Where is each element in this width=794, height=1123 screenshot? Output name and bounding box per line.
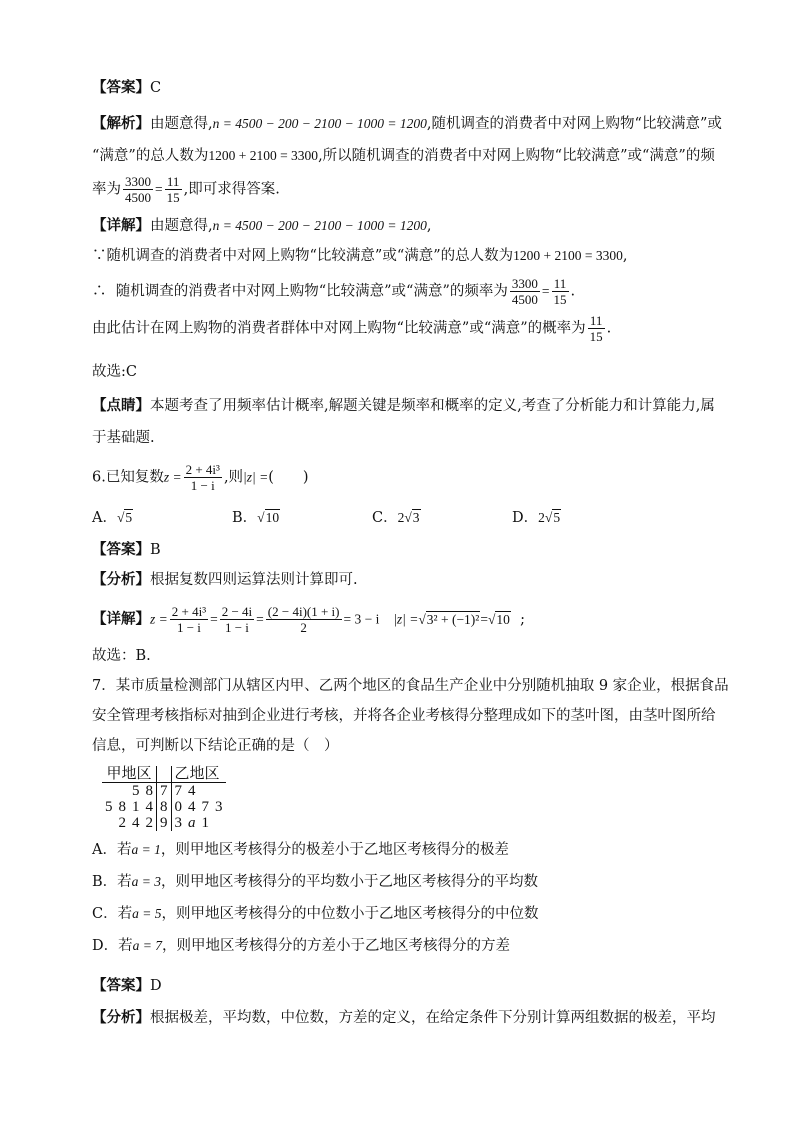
q6-option-b[interactable]: B．√10 [232,510,280,526]
q6-options [92,506,712,526]
left-header: 甲地区 [102,766,157,783]
choose-q6: 故选：B. [92,648,151,664]
fraction: $\frac{11}{15}$ [166,174,180,205]
document-page [92,78,729,1026]
text-span: ,即可求得答案. [183,181,280,198]
text-span: 6.已知复数 [92,469,164,486]
q7-option-c[interactable]: C．若a = 5，则甲地区考核得分的中位数小于乙地区考核得分的中位数 [92,906,539,922]
comment-q5 [92,396,732,448]
text-span: . [570,283,576,300]
answer-blank: ( ) [268,469,309,486]
q6-option-d[interactable]: D．2√5 [512,510,561,526]
text-span: ,所以随机调查的消费者中对网上购物“比较满意”或“满意”的频 [318,148,715,164]
stem-header [157,766,172,783]
because-symbol: ∵ [92,248,107,264]
equation: z = [163,469,182,485]
answer-q6 [92,540,161,560]
q7-option-d[interactable]: D．若a = 7，则甲地区考核得分的方差小于乙地区考核得分的方差 [92,938,511,954]
choose-q5: 故选:C [92,364,137,380]
detail-q5-line1 [92,216,732,236]
comment-tag: 【点睛】 [92,398,150,414]
fraction: $\frac{(2 - 4i)(1 + i)}{2}$ [267,604,340,635]
text-span: 由此估计在网上购物的消费者群体中对网上购物“比较满意”或“满意”的概率为 [92,320,586,337]
answer-q7 [92,976,162,996]
q7-option-b[interactable]: B．若a = 3，则甲地区考核得分的平均数小于乙地区考核得分的平均数 [92,874,539,890]
text-span: 由题意得, [150,116,213,132]
stem-leaf-plot [96,766,226,831]
analysis-q5-line3: 率为 $\frac{3300}{4500}$ = $\frac{11}{15}$ ,即可求得答案. [92,174,280,205]
analysis-tag: 【解析】 [92,116,150,132]
text-span: 本题考查了用频率估计概率,解题关键是频率和概率的定义,考查了分析能力和计算能力,属 [150,398,715,414]
answer-value: B [150,542,161,558]
right-header: 乙地区 [171,766,226,783]
text-span: . [606,320,612,337]
equation: = 3 − i [343,611,380,627]
equation: |z| = [393,611,419,627]
q7-line3: 信息，可判断以下结论正确的是（ ） [92,738,339,754]
detail-tag: 【详解】 [92,611,150,628]
fraction: $\frac{\text{2 + 4i³}}{1 - i}$ [171,604,207,635]
answer-value: C [150,80,162,96]
q7-line2: 安全管理考核指标对抽到企业进行考核，并将各企业考核得分整理成如下的茎叶图，由茎叶图所给 [92,708,716,724]
answer-q5 [92,78,712,98]
answer-tag: 【答案】 [92,542,150,558]
analysis-tag: 【分析】 [92,572,150,588]
therefore-symbol: ∴ [92,283,107,300]
comment-q5-line1 [92,396,732,416]
text-span: , [622,248,628,264]
q7-line1: 7．某市质量检测部门从辖区内甲、乙两个地区的食品生产企业中分别随机抽取 9 家企业，根据食品 [92,678,729,694]
detail-q5-line3: ∴ 随机调查的消费者中对网上购物“比较满意”或“满意”的频率为 $\frac{3300}{4500}$ = $\frac{11}{15}$ . [92,276,576,307]
fraction: $\frac{3300}{4500}$ [125,174,151,205]
analysis-q5-line2 [92,146,732,166]
q6-option-c[interactable]: C．2√3 [372,510,420,526]
question-7 [92,676,732,756]
text-span: ; [520,611,526,628]
text-span: 根据极差，平均数，中位数，方差的定义，在给定条件下分别计算两组数据的极差，平均 [150,1010,716,1026]
question-6 [92,462,309,493]
text-span: , [426,218,432,234]
analysis-tag: 【分析】 [92,1010,150,1026]
equation: n = 4500 − 200 − 2100 − 1000 = 1200 [212,218,427,233]
equation: |z| = [243,469,269,485]
text-span: 随机调查的消费者中对网上购物“比较满意”或“满意”的频率为 [115,283,508,300]
text-span: 随机调查的消费者中对网上购物“比较满意”或“满意”的总人数为 [106,248,514,264]
comment-q5-line2: 于基础题. [92,430,155,446]
fraction: $\frac{3300}{4500}$ [511,276,538,307]
detail-q6: 【详解】z = $\frac{\text{2 + 4i³}}{1 - i}$ = $\frac{2 - 4i}{1 - i}$ = $\frac{(2 - 4i)(1 + i)}{2}$ = 3 − i |z| =√3² + (−1)²=√10 ; [92,604,526,635]
fraction: $\frac{2 - 4i}{1 - i}$ [221,604,253,635]
analysis-q7 [92,1008,716,1028]
equation: n = 4500 − 200 − 2100 − 1000 = 1200 [212,116,427,131]
analysis-q5 [92,114,732,205]
detail-q5-line2 [92,246,732,266]
text-span: 率为 [92,181,121,198]
text-span: ,随机调查的消费者中对网上购物“比较满意”或 [426,116,722,132]
answer-tag: 【答案】 [92,978,150,994]
equation: = [480,611,488,627]
detail-q5 [92,216,732,344]
answer-value: D [150,978,162,994]
answer-tag: 【答案】 [92,80,150,96]
stem-row: 5 8 1 4 8 0 4 7 3 [105,799,223,815]
detail-tag: 【详解】 [92,218,150,234]
text-span: ,则 [223,469,244,486]
stem-row: 5 8 7 7 4 [132,783,196,799]
fraction: $\frac{11}{15}$ [553,276,567,307]
fraction: $\frac{\text{2 + 4i³}}{1 - i}$ [185,462,220,493]
detail-q5-line4 [92,313,732,344]
text-span: 根据复数四则运算法则计算即可. [150,572,358,588]
equation: 1200 + 2100 = 3300 [513,248,623,263]
stem-row: 2 4 2 9 3 a 1 [118,815,209,831]
analysis-q5-line1 [92,114,732,134]
fraction: $\frac{11}{15}$ [589,313,603,344]
text-span: “满意”的总人数为 [92,148,209,164]
q6-option-a[interactable]: A．√5 [92,510,133,526]
equation: z = [150,611,168,627]
equation: 1200 + 2100 = 3300 [208,148,319,163]
text-span: 由题意得, [150,218,213,234]
q7-options [92,840,732,956]
q7-option-a[interactable]: A．若a = 1，则甲地区考核得分的极差小于乙地区考核得分的极差 [92,842,509,858]
analysis-q6 [92,570,358,590]
